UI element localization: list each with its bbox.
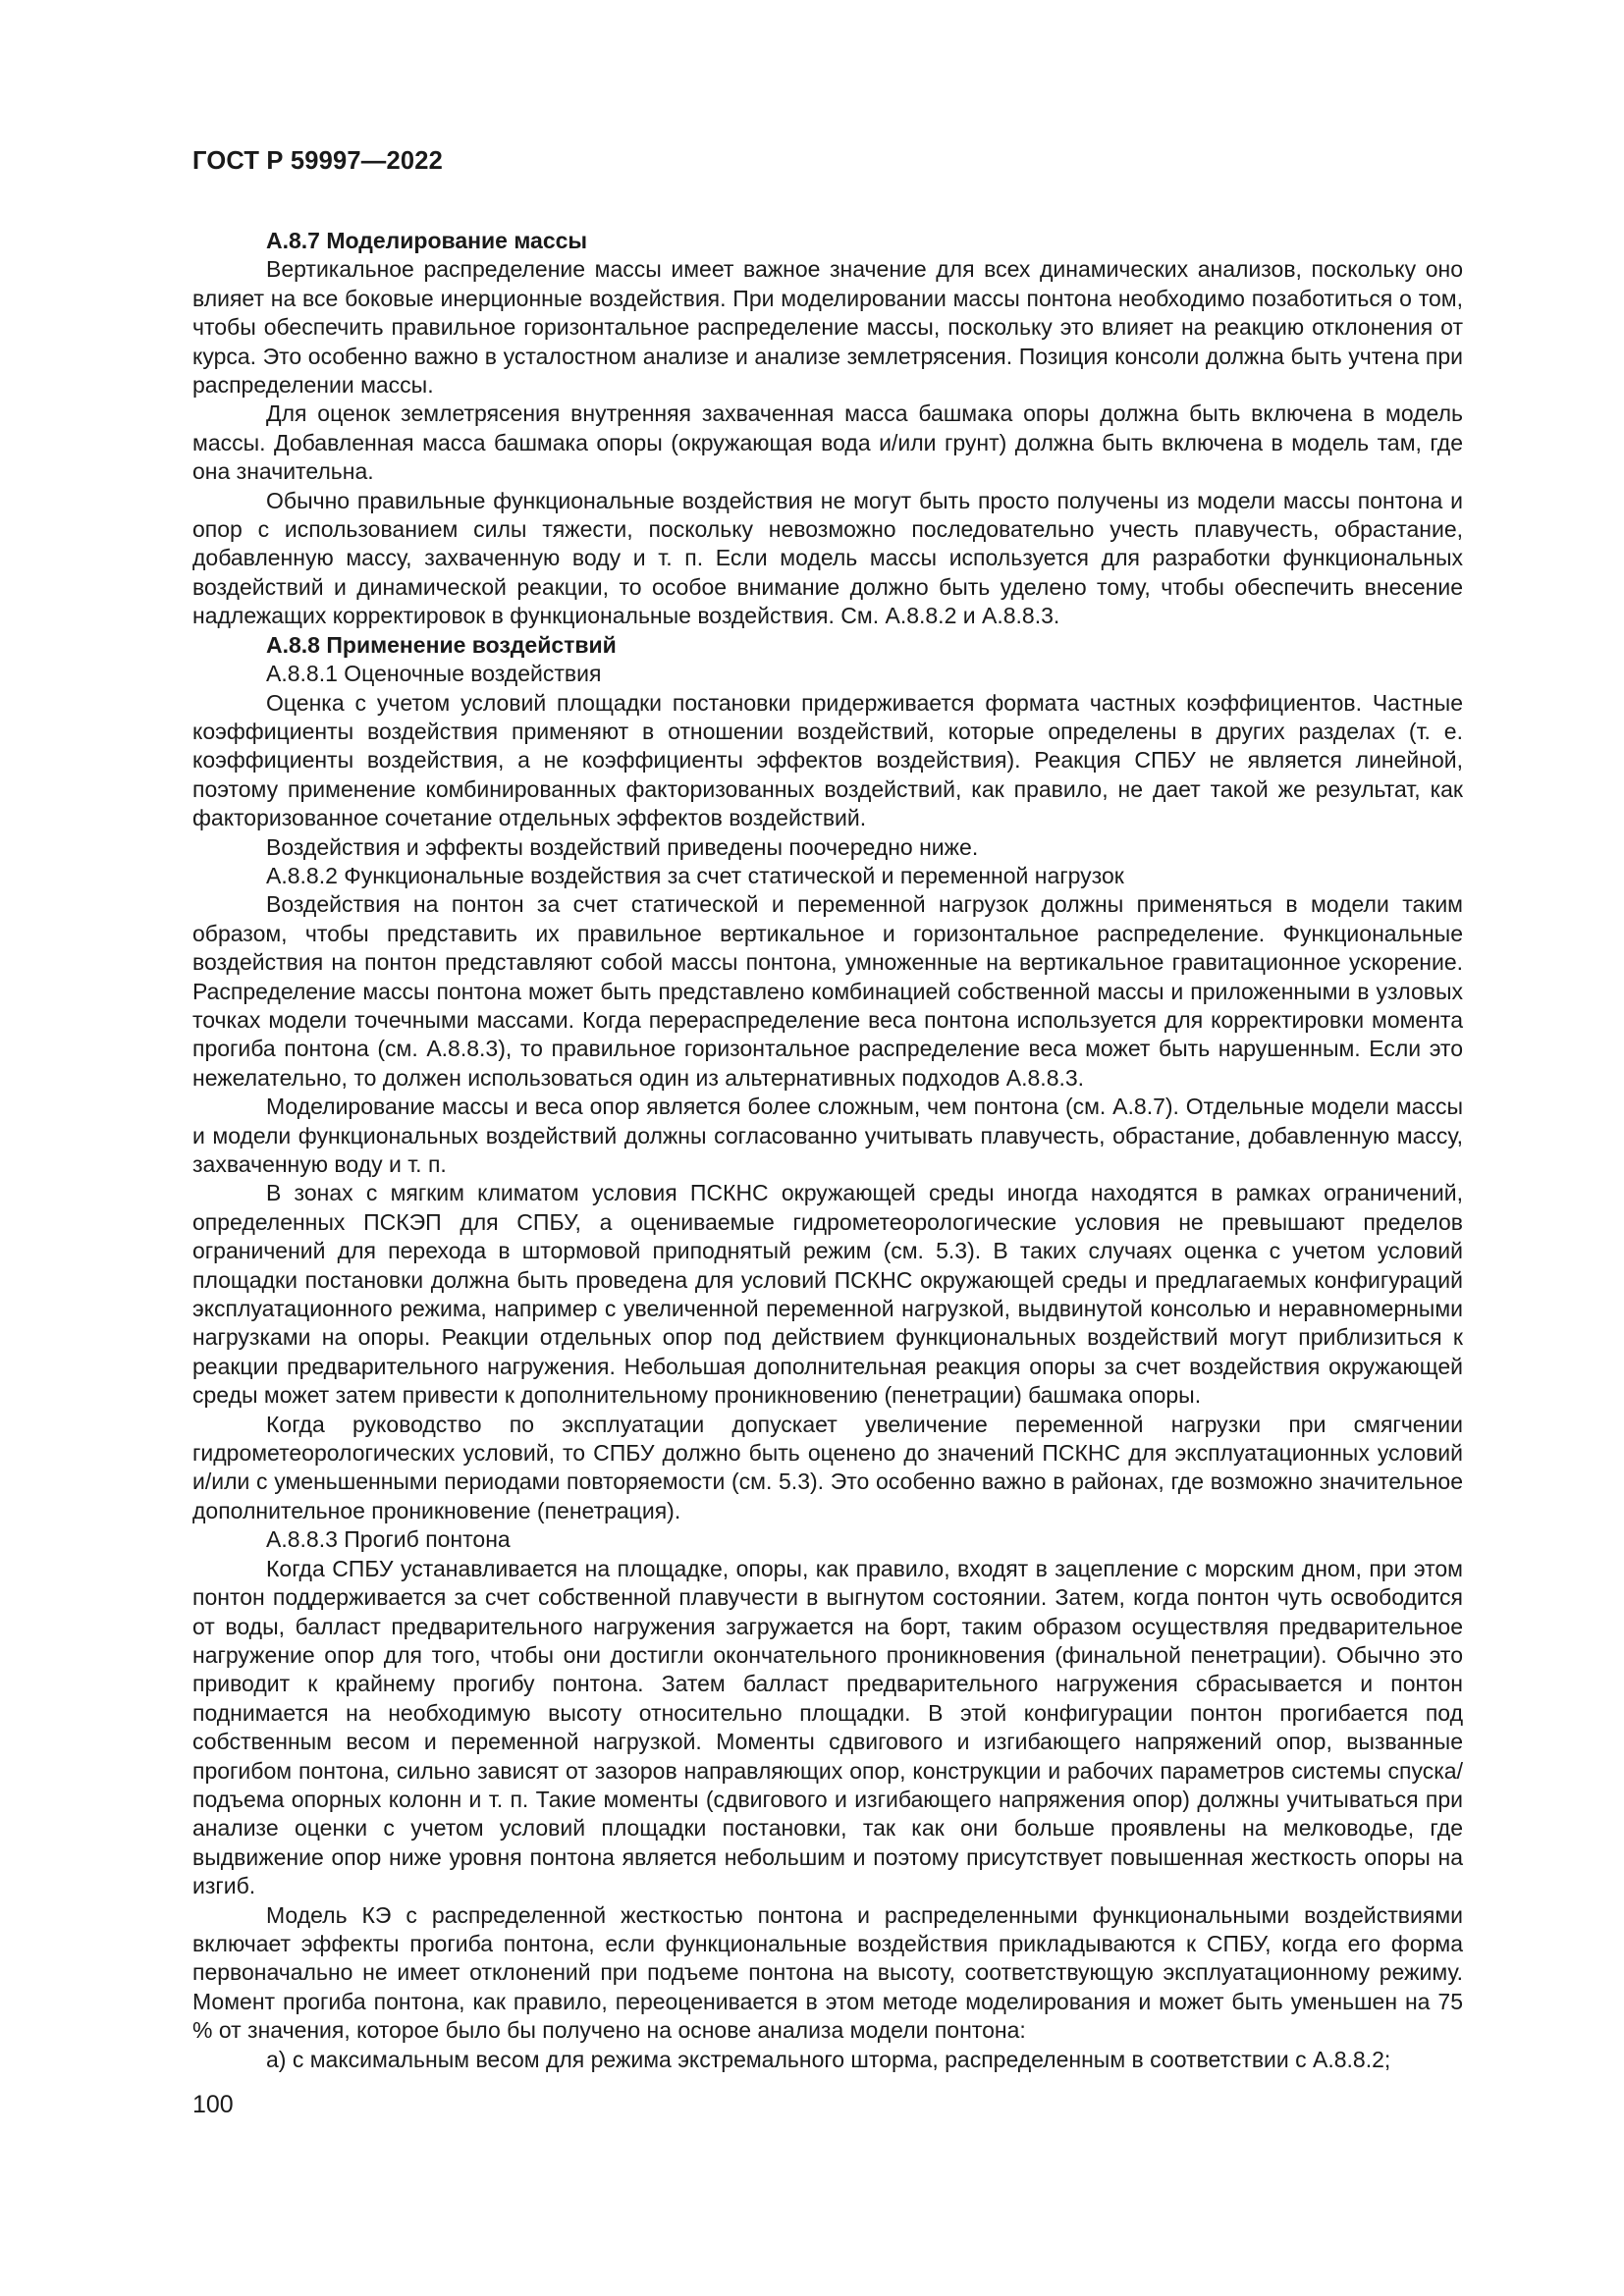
subsection-title: А.8.8.3 Прогиб понтона (266, 1526, 511, 1553)
section-heading: А.8.7 Моделирование массы (266, 228, 588, 253)
document-body (192, 227, 1463, 2074)
paragraph: В зонах с мягким климатом условия ПСКНС окружающей среды иногда находятся в рамках ограничений, определенных ПСКЭП для СПБУ, а оцениваемые гидрометеорологические условия не превышают пределов ограничений для перехода в штормовой приподнятый режим (см. 5.3). В таких случаях оценка с учетом условий площадки постановки должна быть проведена для условий ПСКНС окружающей среды и предлагаемых конфигураций эксплуатационного режима, например с увеличенной переменной нагрузкой, выдвинутой консолью и неравномерными нагрузками на опоры. Реакции отдельных опор под действием функциональных воздействий могут приблизиться к реакции предварительного нагружения. Небольшая дополнительная реакция опоры за счет воздействия окружающей среды может затем привести к дополнительному проникновению (пенетрации) башмака опоры. (192, 1180, 1463, 1409)
subsection-title: А.8.8.2 Функциональные воздействия за счет статической и переменной нагрузок (266, 862, 1124, 888)
paragraph: Обычно правильные функциональные воздействия не могут быть просто получены из модели массы понтона и опор с использованием силы тяжести, поскольку невозможно последовательно учесть плавучесть, обрастание, добавленную массу, захваченную воду и т. п. Если модель массы используется для разработки функциональных воздействий и динамической реакции, то особое внимание должно быть уделено тому, чтобы обеспечить внесение надлежащих корректировок в функциональные воздействия. См. А.8.8.2 и А.8.8.3. (192, 487, 1463, 629)
paragraph: Когда СПБУ устанавливается на площадке, опоры, как правило, входят в зацепление с морским дном, при этом понтон поддерживается за счет собственной плавучести в выгнутом состоянии. Затем, когда понтон чуть освободится от воды, балласт предварительного нагружения загружается на борт, таким образом осуществляя предварительное нагружение опор для того, чтобы они достигли окончательного проникновения (финальной пенетрации). Обычно это приводит к крайнему прогибу понтона. Затем балласт предварительного нагружения сбрасывается и понтон поднимается на необходимую высоту относительно площадки. В этой конфигурации понтон прогибается под собственным весом и переменной нагрузкой. Моменты сдвигового и изгибающего напряжений опор, вызванные прогибом понтона, сильно зависят от зазоров направляющих опор, конструкции и рабочих параметров системы спуска/подъема опорных колонн и т. п. Такие моменты (сдвигового и изгибающего напряжения опор) должны учитываться при анализе оценки с учетом условий площадки постановки, так как они больше проявлены на мелководье, где выдвижение опор ниже уровня понтона является небольшим и поэтому присутствует повышенная жесткость опоры на изгиб. (192, 1555, 1463, 1899)
paragraph: Воздействия на понтон за счет статической и переменной нагрузок должны применяться в модели таким образом, чтобы представить их правильное вертикальное и горизонтальное распределение. Функциональные воздействия на понтон представляют собой массы понтона, умноженные на вертикальное гравитационное ускорение. Распределение массы понтона может быть представлено комбинацией собственной массы и приложенными в узловых точках модели точечными массами. Когда перераспределение веса понтона используется для корректировки момента прогиба понтона (см. А.8.8.3), то правильное горизонтальное распределение веса может быть нарушенным. Если это нежелательно, то должен использоваться один из альтернативных подходов А.8.8.3. (192, 891, 1463, 1091)
paragraph: Для оценок землетрясения внутренняя захваченная масса башмака опоры должна быть включена в модель массы. Добавленная масса башмака опоры (окружающая вода и/или грунт) должна быть включена в модель там, где она значительна. (192, 400, 1463, 485)
page-number: 100 (192, 2091, 234, 2118)
paragraph: Когда руководство по эксплуатации допускает увеличение переменной нагрузки при смягчении гидрометеорологических условий, то СПБУ должно быть оценено до значений ПСКНС для эксплуатационных условий и/или с уменьшенными периодами повторяемости (см. 5.3). Это особенно важно в районах, где возможно значительное дополнительное проникновение (пенетрация). (192, 1411, 1463, 1523)
section-heading: А.8.8 Применение воздействий (266, 631, 617, 658)
paragraph: Модель КЭ с распределенной жесткостью понтона и распределенными функциональными воздействиями включает эффекты прогиба понтона, если функциональные воздействия прикладываются к СПБУ, когда его форма первоначально не имеет отклонений при подъеме понтона на высоту, соответствующую эксплуатационному режиму. Момент прогиба понтона, как правило, переоценивается в этом методе моделирования и может быть уменьшен на 75 % от значения, которое было бы получено на основе анализа модели понтона: (192, 1901, 1463, 2044)
paragraph: Моделирование массы и веса опор является более сложным, чем понтона (см. А.8.7). Отдельные модели массы и модели функциональных воздействий должны согласованно учитывать плавучесть, обрастание, добавленную массу, захваченную воду и т. п. (192, 1094, 1463, 1177)
subsection-title: А.8.8.1 Оценочные воздействия (266, 661, 602, 687)
paragraph: Вертикальное распределение массы имеет важное значение для всех динамических анализов, поскольку оно влияет на все боковые инерционные воздействия. При моделировании массы понтона необходимо позаботиться о том, чтобы обеспечить правильное горизонтальное распределение массы, поскольку это влияет на реакцию отклонения от курса. Это особенно важно в усталостном анализе и анализе землетрясения. Позиция консоли должна быть учтена при распределении массы. (192, 256, 1463, 399)
document-standard-header: ГОСТ Р 59997—2022 (192, 147, 444, 175)
paragraph: Воздействия и эффекты воздействий приведены поочередно ниже. (266, 833, 979, 860)
list-item: а) с максимальным весом для режима экстремального шторма, распределенным в соответствии с А.8.8.2; (266, 2046, 1391, 2072)
paragraph: Оценка с учетом условий площадки постановки придерживается формата частных коэффициентов. Частные коэффициенты воздействия применяют в отношении воздействий, которые определены в других разделах (т. е. коэффициенты воздействия, а не коэффициенты эффектов воздействия). Реакция СПБУ не является линейной, поэтому применение комбинированных факторизованных воздействий, как правило, не дает такой же результат, как факторизованное сочетание отдельных эффектов воздействий. (192, 689, 1463, 831)
